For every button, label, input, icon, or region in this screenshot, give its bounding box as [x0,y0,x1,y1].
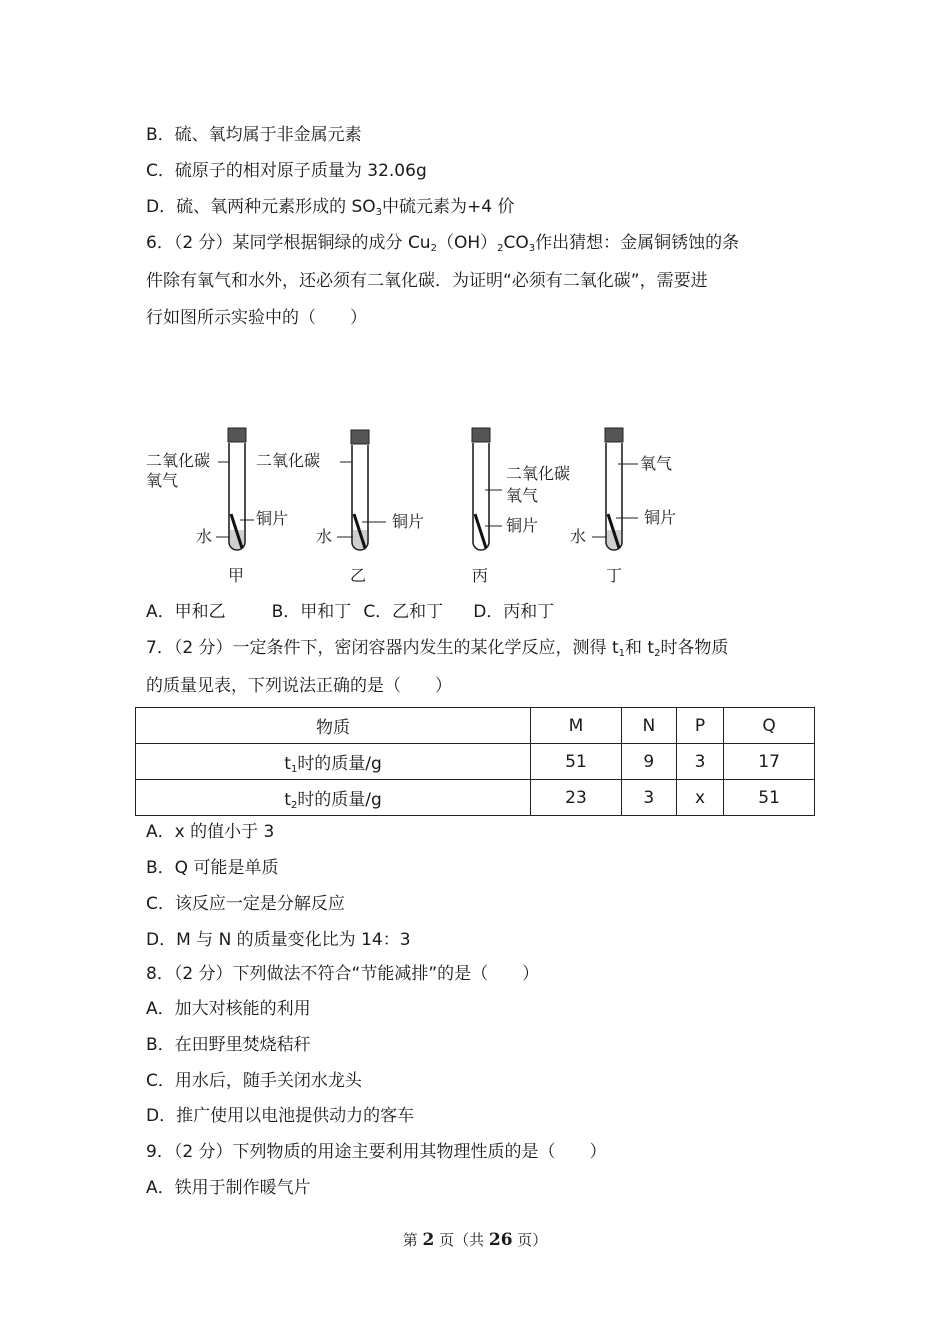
yi-label-copper: 铜片 [392,512,425,531]
q6-l1-sub2: 2 [497,243,504,254]
q6-stem-line1 [146,232,739,254]
jia-label-co2: 二氧化碳 [146,451,211,470]
tube-yi [256,430,424,585]
q6-options [146,601,554,623]
q6-l1-post: 作出猜想：金属铜锈蚀的条 [535,233,740,253]
q6-option-c: C．乙和丁 [363,602,444,622]
q7-stem-line1 [146,637,728,659]
table-cell: 3 [621,780,676,816]
q5-option-b: B．硫、氧均属于非金属元素 [146,125,362,145]
table-cell: x [676,780,723,816]
q7-stem-line2: 的质量见表，下列说法正确的是（ ） [146,676,452,696]
yi-label-co2: 二氧化碳 [256,451,321,470]
q8-option-a: A．加大对核能的利用 [146,999,311,1019]
table-header-cell: P [676,708,723,744]
table-row [136,708,815,744]
q8-stem: 8．（2 分）下列做法不符合“节能减排”的是（ ） [146,964,540,984]
row-label-sub: 2 [290,800,298,811]
bing-label-o2: 氧气 [506,486,539,505]
q7-l1-post: 时各物质 [660,638,729,658]
table-cell: 51 [531,744,622,780]
ding-name: 丁 [606,566,623,585]
table-cell: 17 [724,744,815,780]
table-row [136,744,815,780]
q7-option-a: A．x 的值小于 3 [146,822,275,842]
q6-l1-sub1: 2 [430,243,437,254]
bing-label-copper: 铜片 [506,516,539,535]
footer-post: 页） [512,1231,548,1249]
q7-l1-sub2: 2 [654,648,661,659]
table-row [136,780,815,816]
q6-stem-line2: 件除有氧气和水外，还必须有二氧化碳．为证明“必须有二氧化碳”，需要进 [146,271,708,291]
row-label-pre: t [284,754,291,774]
q6-l1-co: CO [503,233,529,253]
footer-total-pages: 26 [488,1230,513,1250]
footer-page-number: 2 [422,1230,435,1250]
table-header-cell: M [531,708,622,744]
row-label-t2 [136,780,531,816]
table-cell: 3 [676,744,723,780]
row-label-post: 时的质量/g [297,790,382,810]
q8-option-b: B．在田野里焚烧秸秆 [146,1035,311,1055]
q7-mass-table [135,707,815,816]
table-header-cell: 物质 [136,708,531,744]
bing-name: 丙 [472,566,489,585]
tube-bing [472,428,570,585]
row-label-pre: t [284,790,291,810]
jia-label-water: 水 [196,527,213,546]
ding-label-water: 水 [570,527,587,546]
q7-option-b: B．Q 可能是单质 [146,858,279,878]
tube-ding [570,428,676,585]
page-footer [0,1229,950,1250]
ding-label-o2: 氧气 [640,454,673,473]
footer-pre: 第 [402,1231,423,1249]
footer-mid: 页（共 [434,1231,489,1249]
row-label-post: 时的质量/g [297,754,382,774]
q8-option-c: C．用水后，随手关闭水龙头 [146,1071,362,1091]
ding-label-copper: 铜片 [644,508,677,527]
q9-option-a: A．铁用于制作暖气片 [146,1178,311,1198]
table-cell: 51 [724,780,815,816]
q7-l1-mid: 和 t [624,638,655,658]
q6-l1-pre: 6．（2 分）某同学根据铜绿的成分 Cu [146,233,431,253]
jia-label-copper: 铜片 [256,509,289,528]
q5-option-d-pre: D．硫、氧两种元素形成的 SO [146,197,376,217]
q8-option-d: D．推广使用以电池提供动力的客车 [146,1106,415,1126]
q5-option-c: C．硫原子的相对原子质量为 32.06g [146,161,427,181]
q5-option-d-post: 中硫元素为+4 价 [382,197,515,217]
jia-label-o2: 氧气 [146,471,179,490]
table-cell: 23 [531,780,622,816]
q5-option-d-sub: 3 [375,207,383,218]
bing-label-co2: 二氧化碳 [506,464,571,483]
row-label-sub: 1 [290,764,298,775]
q7-l1-sub1: 1 [618,648,625,659]
q6-stem-line3: 行如图所示实验中的（ ） [146,308,367,328]
q9-stem: 9．（2 分）下列物质的用途主要利用其物理性质的是（ ） [146,1142,607,1162]
q5-option-d [146,196,515,218]
q6-option-b: B．甲和丁 [271,602,352,622]
table-cell: 9 [621,744,676,780]
table-header-cell: Q [724,708,815,744]
q6-option-d: D．丙和丁 [473,602,555,622]
row-label-t1 [136,744,531,780]
test-tube-figure [140,418,700,590]
q7-option-d: D．M 与 N 的质量变化比为 14：3 [146,930,411,950]
yi-label-water: 水 [316,527,333,546]
yi-name: 乙 [350,566,367,585]
q7-l1-pre: 7．（2 分）一定条件下，密闭容器内发生的某化学反应，测得 t [146,638,619,658]
jia-name: 甲 [228,566,245,585]
q6-l1-mid: （OH） [436,233,498,253]
table-header-cell: N [621,708,676,744]
q7-option-c: C．该反应一定是分解反应 [146,894,345,914]
q6-l1-sub3: 3 [528,243,536,254]
q6-option-a: A．甲和乙 [146,602,226,622]
